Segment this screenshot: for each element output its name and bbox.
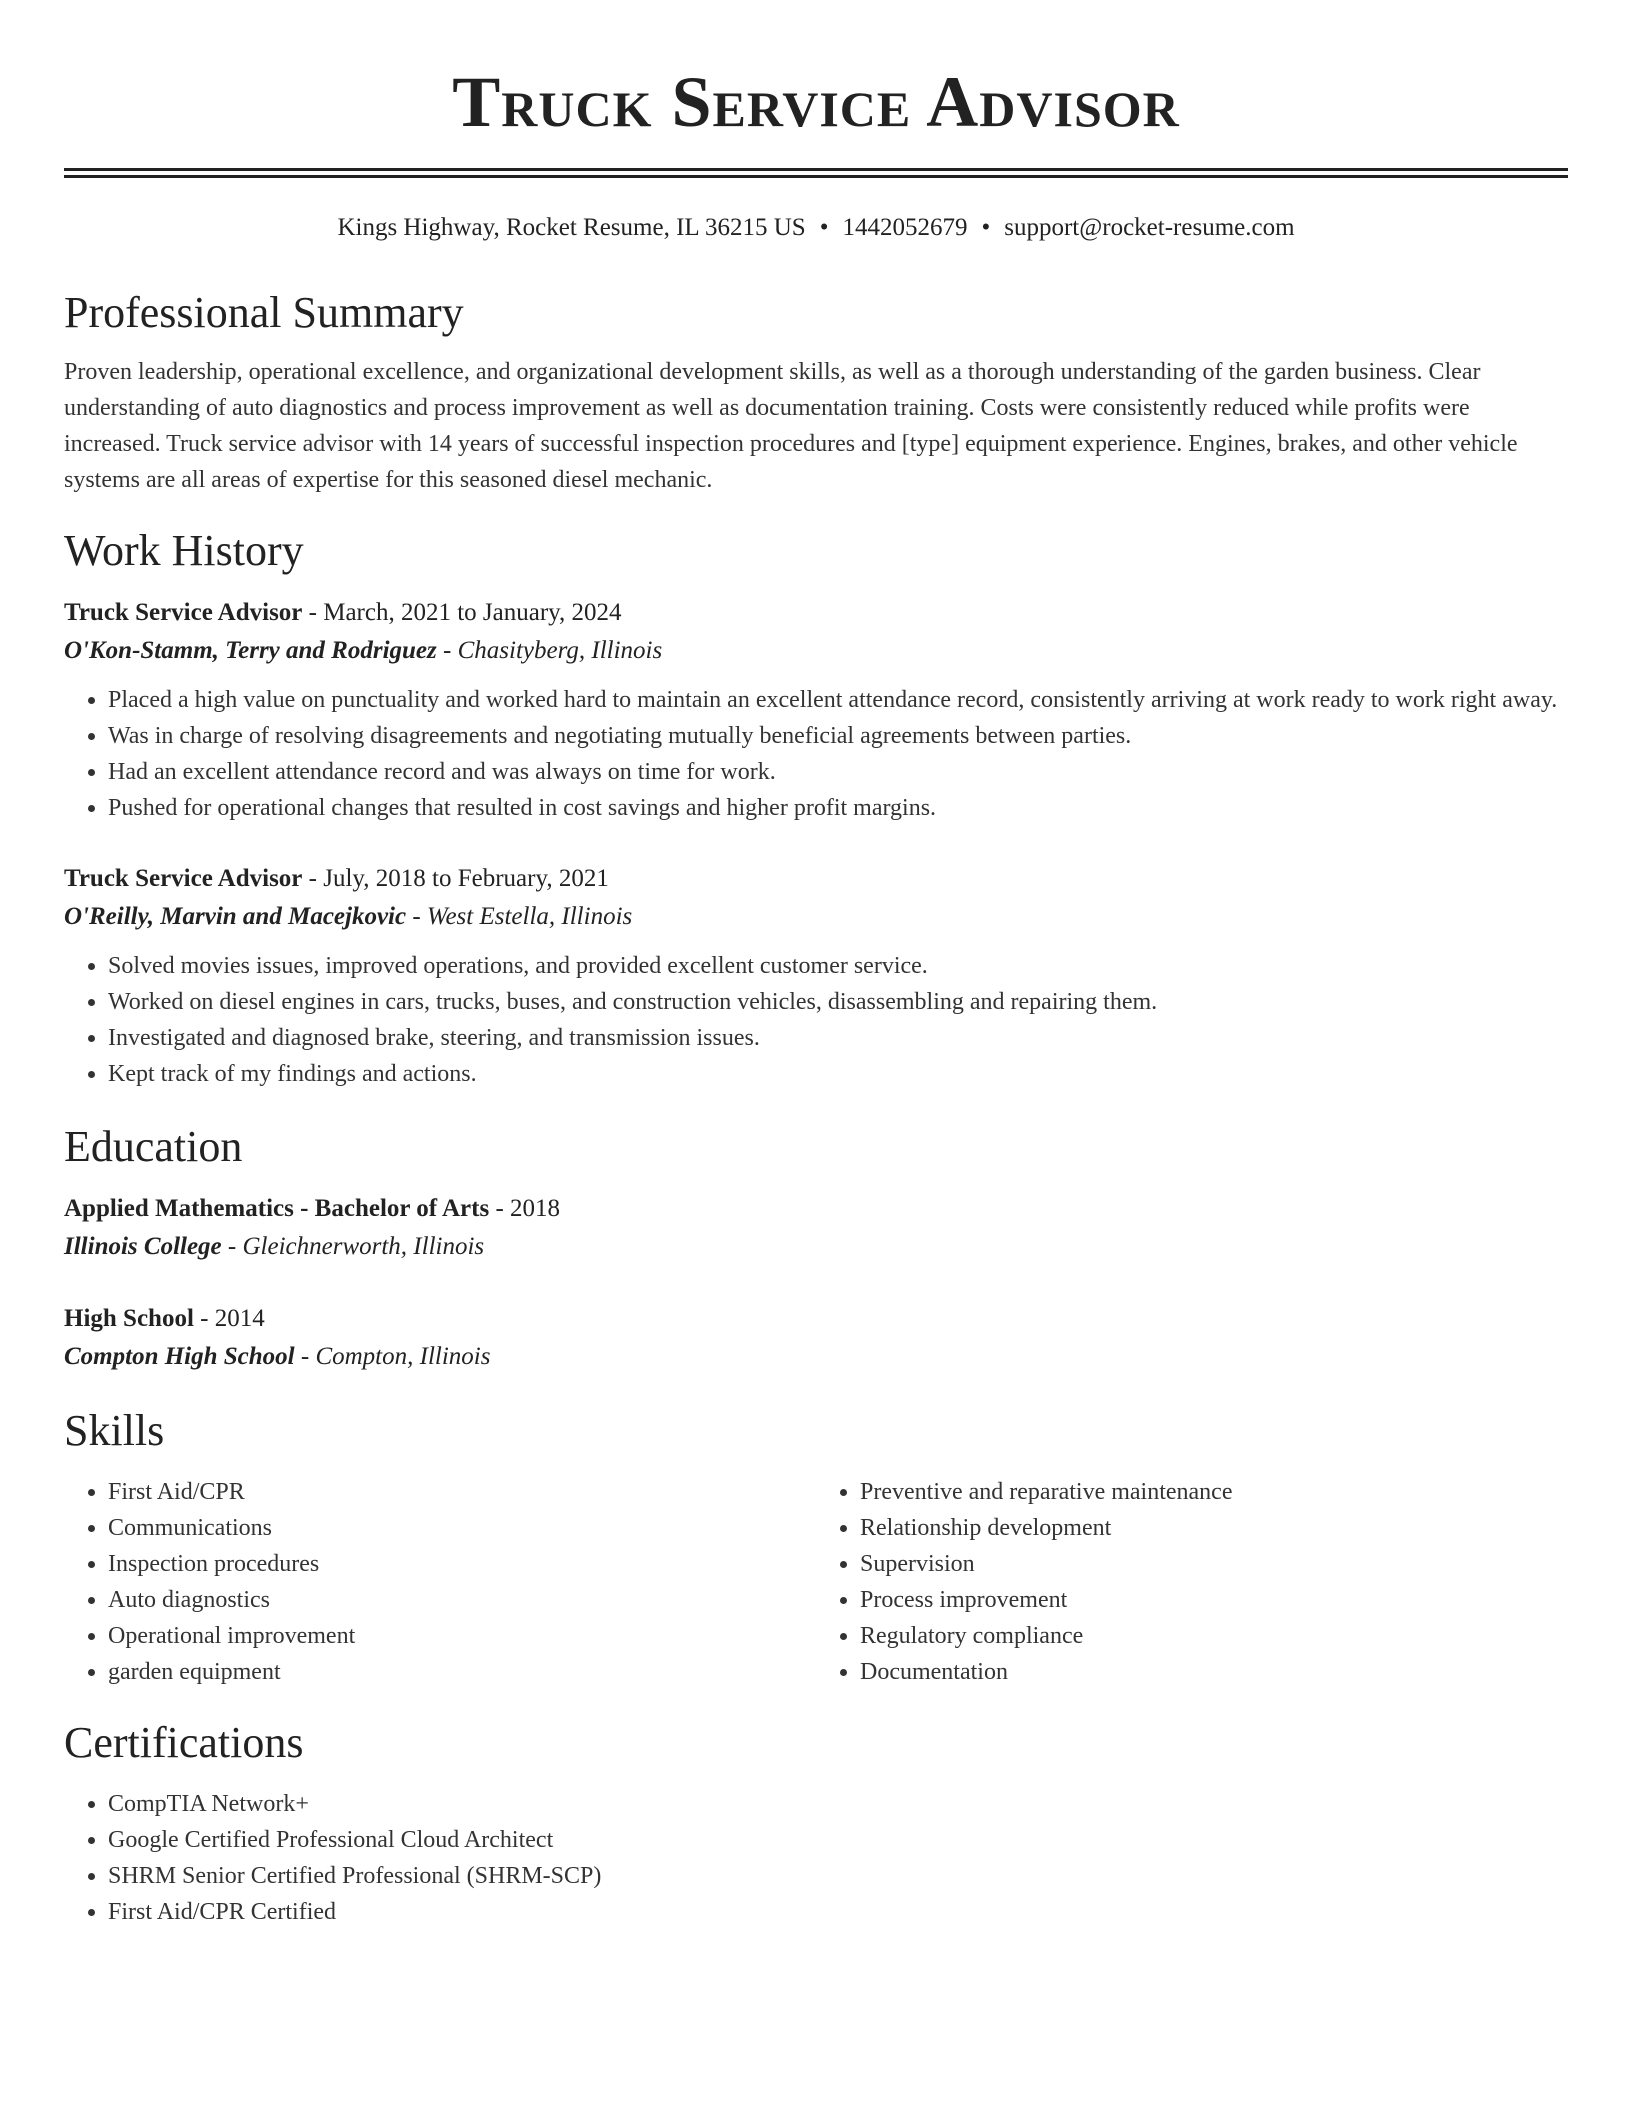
job-dates: - July, 2018 to February, 2021	[302, 865, 609, 892]
education-year: - 2014	[193, 1305, 265, 1332]
job-bullet-list	[64, 948, 1568, 1092]
education-degree: High School	[64, 1305, 194, 1332]
job-bullet: • Investigated and diagnosed brake, steering, and transmission issues.	[108, 1020, 1568, 1056]
job-location: - Chasityberg, Illinois	[436, 637, 663, 664]
contact-line	[64, 212, 1568, 244]
contact-phone: 1442052679	[842, 214, 968, 241]
job-bullet: • Worked on diesel engines in cars, trucks, buses, and construction vehicles, disassembling and repairing them.	[108, 984, 1568, 1020]
skills-columns	[64, 1474, 1568, 1690]
certifications-list	[64, 1786, 1568, 1930]
summary-text: Proven leadership, operational excellence, and organizational development skills, as well as a thorough understanding of the garden business. Clear understanding of auto diagnostics and process improvement as well as documentation training. Costs were consistently reduced while profits were increased. Truck service advisor with 14 years of successful inspection procedures and [type] equipment experience. Engines, brakes, and other vehicle systems are all areas of expertise for this seasoned diesel mechanic.	[64, 359, 1518, 493]
job-bullet: • Pushed for operational changes that resulted in cost savings and higher profit margins.	[108, 790, 1568, 826]
education-school-line	[64, 1338, 1568, 1376]
job-company-line	[64, 632, 1568, 670]
education-year: - 2018	[489, 1195, 561, 1222]
skill-item: • Auto diagnostics	[108, 1582, 816, 1618]
job-bullet: • Solved movies issues, improved operations, and provided excellent customer service.	[108, 948, 1568, 984]
summary-heading: Professional Summary	[64, 288, 464, 337]
job-company: O'Reilly, Marvin and Macejkovic	[64, 903, 407, 930]
resume-name-title: Truck Service Advisor	[452, 62, 1180, 142]
job-location: - West Estella, Illinois	[406, 903, 633, 930]
header-double-rule	[64, 168, 1568, 178]
skills-list-left	[64, 1474, 816, 1690]
education-header	[64, 1190, 1568, 1228]
skill-item: • Relationship development	[860, 1510, 1568, 1546]
skill-item: • Supervision	[860, 1546, 1568, 1582]
education-school-line	[64, 1228, 1568, 1266]
certifications-heading: Certifications	[64, 1718, 304, 1767]
skill-item: • Documentation	[860, 1654, 1568, 1690]
education-location: - Compton, Illinois	[294, 1343, 491, 1370]
job-dates: - March, 2021 to January, 2024	[302, 599, 622, 626]
job-company: O'Kon-Stamm, Terry and Rodriguez	[64, 637, 437, 664]
job-bullet-list	[64, 682, 1568, 826]
certification-item: • First Aid/CPR Certified	[108, 1894, 1568, 1930]
education-entry	[64, 1190, 1568, 1266]
certification-item: • SHRM Senior Certified Professional (SHRM-SCP)	[108, 1858, 1568, 1894]
skill-item: • Inspection procedures	[108, 1546, 816, 1582]
skill-item: • Preventive and reparative maintenance	[860, 1474, 1568, 1510]
skills-list-right	[816, 1474, 1568, 1690]
skill-item: • First Aid/CPR	[108, 1474, 816, 1510]
job-header	[64, 860, 1568, 898]
job-header	[64, 594, 1568, 632]
education-entry	[64, 1300, 1568, 1376]
job-position: Truck Service Advisor	[64, 599, 303, 626]
skills-heading: Skills	[64, 1406, 165, 1455]
contact-separator: •	[819, 214, 829, 241]
work-history-heading: Work History	[64, 526, 304, 575]
job-bullet: • Kept track of my findings and actions.	[108, 1056, 1568, 1092]
skill-item: • Regulatory compliance	[860, 1618, 1568, 1654]
job-bullet: • Had an excellent attendance record and was always on time for work.	[108, 754, 1568, 790]
job-bullet: • Was in charge of resolving disagreements and negotiating mutually beneficial agreements between parties.	[108, 718, 1568, 754]
job-entry	[64, 594, 1568, 826]
education-heading: Education	[64, 1122, 243, 1171]
education-school: Illinois College	[64, 1233, 222, 1260]
contact-separator: •	[981, 214, 991, 241]
education-location: - Gleichnerworth, Illinois	[221, 1233, 485, 1260]
certification-item: • CompTIA Network+	[108, 1786, 1568, 1822]
education-degree: Applied Mathematics - Bachelor of Arts	[64, 1195, 490, 1222]
education-header	[64, 1300, 1568, 1338]
job-company-line	[64, 898, 1568, 936]
skill-item: • Operational improvement	[108, 1618, 816, 1654]
education-school: Compton High School	[64, 1343, 295, 1370]
job-position: Truck Service Advisor	[64, 865, 303, 892]
certification-item: • Google Certified Professional Cloud Architect	[108, 1822, 1568, 1858]
contact-email: support@rocket-resume.com	[1004, 214, 1295, 241]
skill-item: • Communications	[108, 1510, 816, 1546]
job-bullet: • Placed a high value on punctuality and worked hard to maintain an excellent attendance record, consistently arriving at work ready to work right away.	[108, 682, 1568, 718]
contact-address: Kings Highway, Rocket Resume, IL 36215 US	[337, 214, 806, 241]
job-entry	[64, 860, 1568, 1092]
skill-item: • garden equipment	[108, 1654, 816, 1690]
skill-item: • Process improvement	[860, 1582, 1568, 1618]
